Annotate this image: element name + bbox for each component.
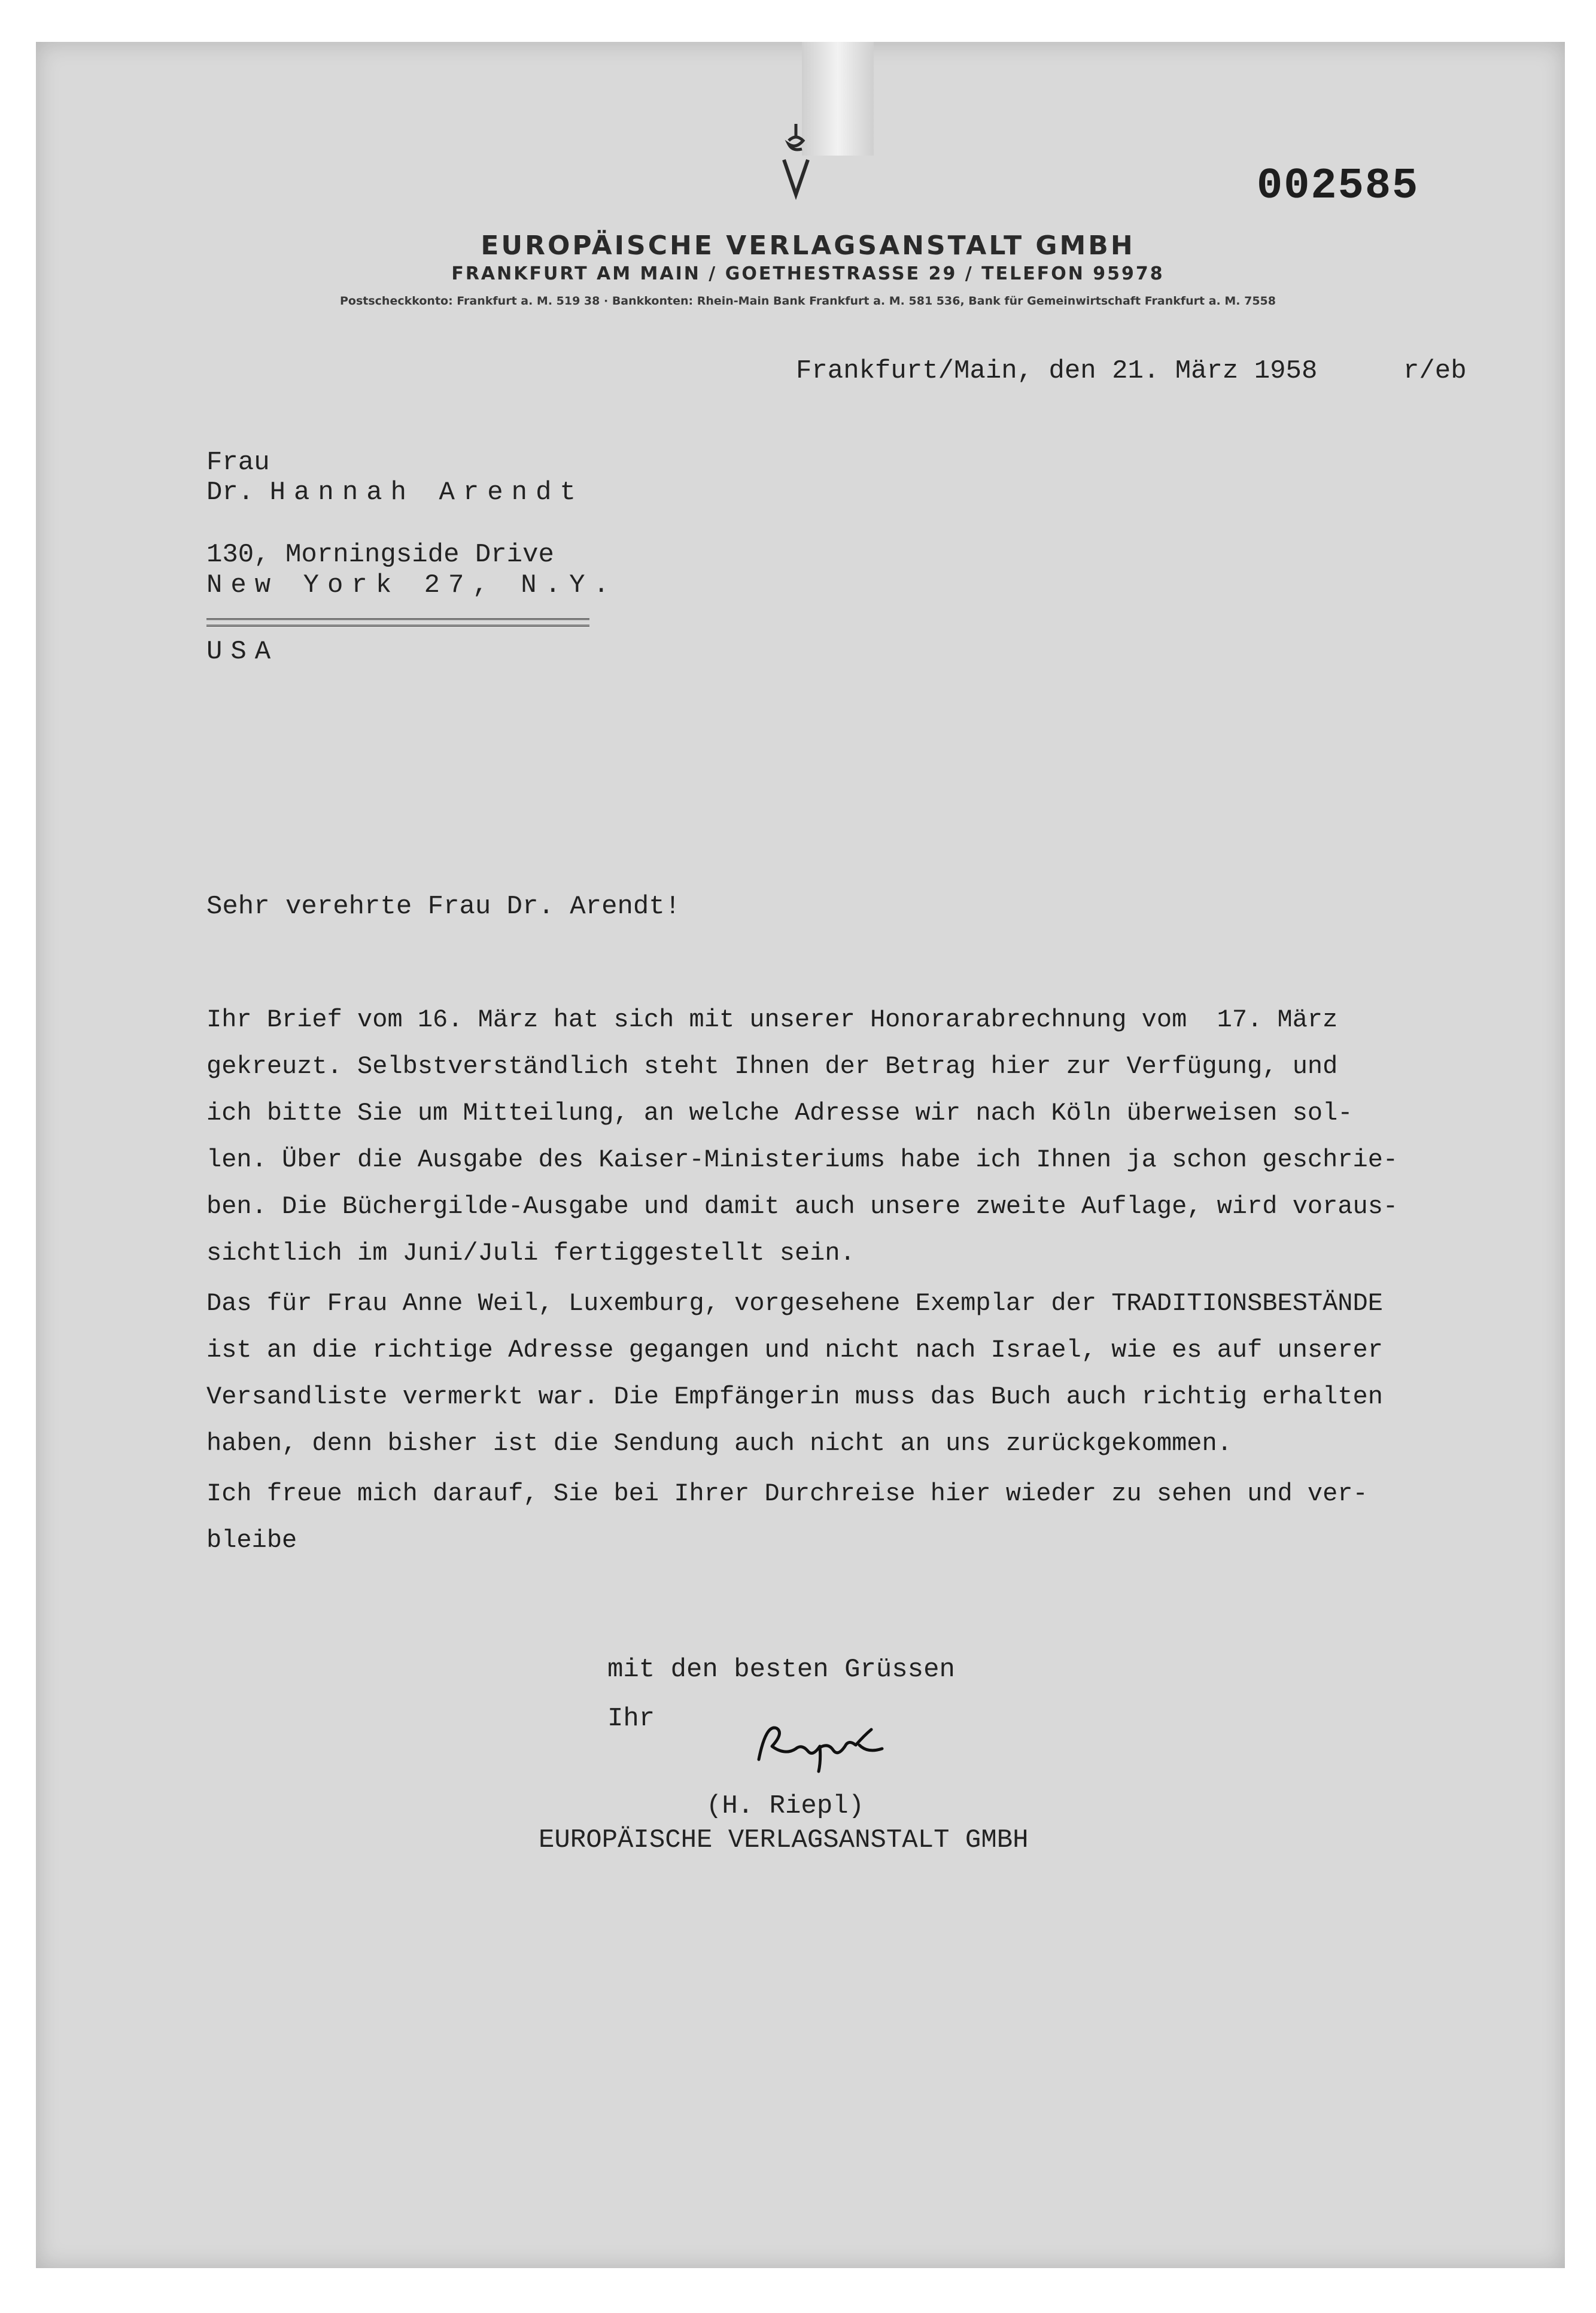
signer-name: (H. Riepl) [706,1791,865,1821]
recipient-country: USA [206,637,279,667]
closing-ihr: Ihr [607,1704,655,1734]
address-underline [206,618,589,627]
signer-company: EUROPÄISCHE VERLAGSANSTALT GMBH [539,1825,1029,1855]
body-line: gekreuzt. Selbstverständlich steht Ihnen der Betrag hier zur Verfügung, und [206,1052,1338,1081]
body-line: bleibe [206,1526,297,1555]
publisher-logo-icon [778,123,814,200]
body-line: ich bitte Sie um Mitteilung, an welche Adresse wir nach Köln überweisen sol- [206,1099,1353,1127]
body-line: haben, denn bisher ist die Sendung auch nicht an uns zurückgekommen. [206,1429,1232,1458]
body-line: Ihr Brief vom 16. März hat sich mit unserer Honorarabrechnung vom 17. März [206,1005,1338,1034]
body-line: ist an die richtige Adresse gegangen und nicht nach Israel, wie es auf unserer [206,1336,1383,1364]
recipient-title: Dr. [206,478,254,507]
handwritten-signature [754,1712,892,1777]
document-number: 002585 [1257,162,1419,211]
closing-phrase: mit den besten Grüssen [607,1655,955,1685]
body-line: Versandliste vermerkt war. Die Empfängerin muss das Buch auch richtig erhalten [206,1382,1383,1411]
recipient-street: 130, Morningside Drive [206,540,554,570]
body-line: Ich freue mich darauf, Sie bei Ihrer Durchreise hier wieder zu sehen und ver- [206,1479,1368,1508]
company-name: EUROPÄISCHE VERLAGSANSTALT GMBH [481,230,1135,261]
recipient-name: Hannah Arendt [269,478,584,507]
bank-details: Postscheckkonto: Frankfurt a. M. 519 38 · Bankkonten: Rhein-Main Bank Frankfurt a. M. 581 536, Bank für Gemeinwirtschaft Frankfurt a. M. 7558 [339,294,1276,308]
body-line: len. Über die Ausgabe des Kaiser-Ministeriums habe ich Ihnen ja schon geschrie- [206,1145,1399,1174]
reference-code: r/eb [1403,356,1467,386]
body-line: ben. Die Büchergilde-Ausgabe und damit auch unsere zweite Auflage, wird voraus- [206,1192,1399,1221]
company-address: FRANKFURT AM MAIN / GOETHESTRASSE 29 / TELEFON 95978 [451,263,1165,284]
letter-body [206,996,1475,1564]
greeting: Sehr verehrte Frau Dr. Arendt! [206,892,681,922]
recipient-name-line [206,478,584,507]
date-line: Frankfurt/Main, den 21. März 1958 [796,356,1318,386]
body-line: Das für Frau Anne Weil, Luxemburg, vorgesehene Exemplar der TRADITIONSBESTÄNDE [206,1289,1383,1318]
body-line: sichtlich im Juni/Juli fertiggestellt sein. [206,1239,855,1268]
recipient-salutation: Frau [206,448,270,478]
recipient-city: New York 27, N.Y. [206,570,618,600]
